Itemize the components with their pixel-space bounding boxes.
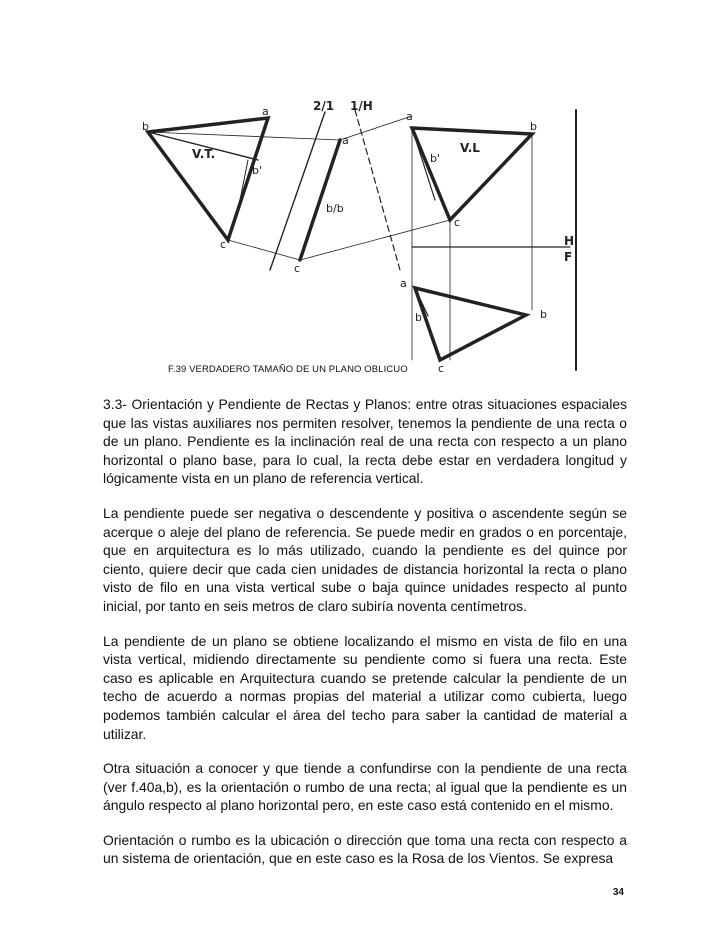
paragraph-5: Orientación o rumbo es la ubicación o dirección que toma una recta con respecto a un sistema de orientación, que en este caso es la Rosa de los Vientos. Se expresa: [103, 831, 627, 867]
label-vt: V.T.: [192, 147, 216, 161]
drawing-figure: [130, 90, 600, 380]
projector-mid-right: [340, 116, 412, 140]
edge-view-segment: [300, 140, 340, 260]
fold-line-1h: [355, 110, 400, 270]
geometry-drawing: [130, 90, 600, 380]
projector-lower-right: [300, 220, 450, 260]
label-a-top-left: a: [262, 105, 269, 118]
label-a-middle: a: [342, 134, 349, 147]
projector-bottom: [228, 240, 300, 260]
label-b-left: b: [142, 120, 149, 133]
label-a-lower: a: [400, 277, 407, 290]
label-H: H: [564, 234, 575, 248]
label-vl: V.L: [460, 141, 480, 155]
paragraph-2: La pendiente puede ser negativa o descendente y positiva o ascendente según se acerque o aleje del plano de referencia. Se puede medir en grados o en porcentaje, que en arquitectura es lo más utilizado, cuando la pendiente es del quince por ciento, quiere decir que cada cien unidades de distancia horizontal la recta o plano visto de filo en una vista vertical sube o baja quince unidades respecto al punto inicial, por tanto en seis metros de claro subiría noventa centímetros.: [103, 504, 627, 614]
label-a-top-right: a: [406, 110, 413, 123]
label-c-bottom: c: [294, 262, 301, 275]
paragraph-1: 3.3- Orientación y Pendiente de Rectas y Planos: entre otras situaciones espaciales que las vistas auxiliares nos permiten resolver, tenemos la pendiente de una recta o de un plano. Pendiente es la inclinación real de una recta con respecto a un plano horizontal o plano base, para lo cual, la recta debe estar en verdadera longitud y lógicamente vista en un plano de referencia vertical.: [103, 396, 627, 487]
label-b-prime-right: b': [430, 152, 441, 165]
label-F: F: [564, 250, 573, 264]
label-b-prime-left: b': [252, 164, 263, 177]
page-number: 34: [612, 887, 624, 898]
figure-caption: F.39 VERDADERO TAMAÑO DE UN PLANO OBLICUO: [168, 364, 408, 375]
label-b-prime-lower: b': [415, 311, 426, 324]
body-text: [103, 395, 627, 884]
label-b-top-right: b: [530, 120, 537, 133]
label-fold-1h: 1/H: [350, 99, 373, 113]
paragraph-4: Otra situación a conocer y que tiende a confundirse con la pendiente de una recta (ver f.40a,b), es la orientación o rumbo de una recta; al igual que la pendiente es un ángulo respecto al plano horizontal pero, en este caso está contenido en el mismo.: [103, 760, 627, 814]
lower-triangle: [415, 288, 526, 360]
label-bb: b/b: [326, 202, 344, 215]
label-fold-21: 2/1: [313, 99, 335, 113]
label-c-lower: c: [438, 362, 445, 375]
label-c-right: c: [454, 216, 461, 229]
label-c-left: c: [220, 238, 227, 251]
paragraph-3: La pendiente de un plano se obtiene localizando el mismo en vista de filo en una vista vertical, midiendo directamente su pendiente como si fuera una recta. Este caso es aplicable en Arquitectura cuando se pretende calcular la pendiente de un techo de acuerdo a normas propias del material a utilizar como cubierta, luego podemos también calcular el área del techo para saber la cantidad de material a utilizar.: [103, 632, 627, 742]
label-b-lower: b: [540, 308, 547, 321]
fold-line-21: [270, 112, 325, 270]
